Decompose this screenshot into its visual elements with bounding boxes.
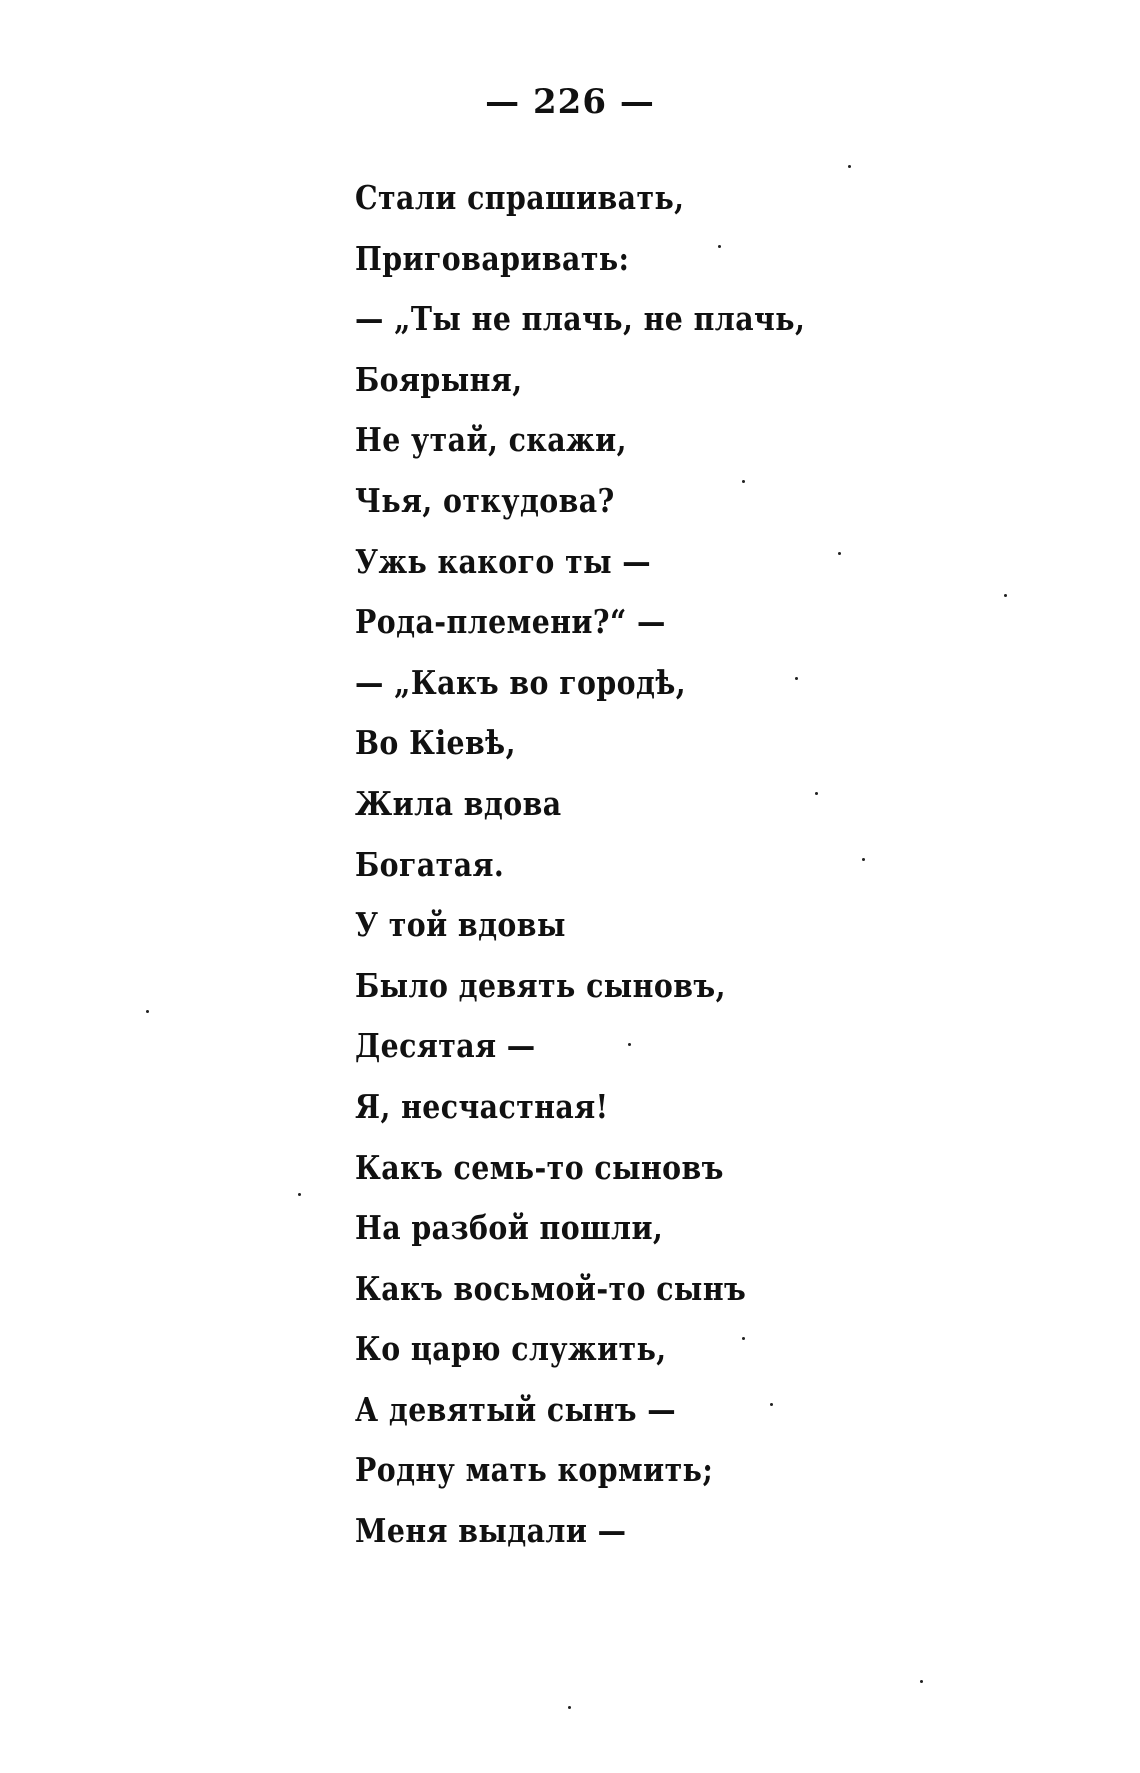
poem-line: Ужь какого ты — (355, 541, 652, 581)
scan-speck (568, 1706, 571, 1709)
scan-speck (795, 677, 798, 680)
scan-speck (770, 1403, 773, 1406)
poem-line: Богатая. (355, 844, 505, 884)
scan-speck (742, 1337, 745, 1340)
poem-line: Десятая — (355, 1026, 536, 1066)
poem-line: На разбой пошли, (355, 1208, 664, 1248)
poem-line: Ко царю служить, (355, 1329, 667, 1369)
poem-line: Какъ семь-то сыновъ (355, 1147, 724, 1187)
poem-line: Было девять сыновъ, (355, 965, 726, 1005)
poem-line: — „Ты не плачь, не плачь, (355, 299, 806, 339)
page-number: — 226 — (485, 82, 655, 122)
scan-speck (742, 480, 745, 483)
poem-line: Жила вдова (355, 783, 562, 823)
poem-line: Приговаривать: (355, 238, 630, 278)
scan-speck (920, 1680, 923, 1683)
poem-line: Стали спрашивать, (355, 178, 685, 217)
poem-line: Какъ восьмой-то сынъ (355, 1268, 747, 1308)
poem-line: Не утай, скажи, (355, 420, 627, 460)
scan-speck (1004, 594, 1007, 597)
poem-text (355, 168, 879, 1562)
poem-line: У той вдовы (355, 905, 566, 945)
scan-speck (838, 552, 841, 555)
scan-speck (298, 1193, 301, 1196)
scan-speck (862, 858, 865, 861)
poem-line: Я, несчастная! (355, 1086, 609, 1126)
scan-speck (815, 792, 818, 795)
poem-line: Рода-племени?“ — (355, 602, 666, 642)
poem-line: Чья, откудова? (355, 480, 615, 520)
scan-speck (848, 165, 851, 168)
poem-line: Родну мать кормить; (355, 1450, 714, 1490)
poem-line: А девятый сынъ — (355, 1389, 677, 1429)
poem-line: Во Кіевѣ, (355, 723, 516, 763)
poem-line: — „Какъ во городѣ, (355, 662, 687, 702)
scan-speck (628, 1043, 631, 1046)
scan-speck (146, 1010, 149, 1013)
scan-speck (718, 245, 721, 248)
poem-line: Боярыня, (355, 359, 523, 399)
poem-line: Меня выдали — (355, 1511, 627, 1551)
